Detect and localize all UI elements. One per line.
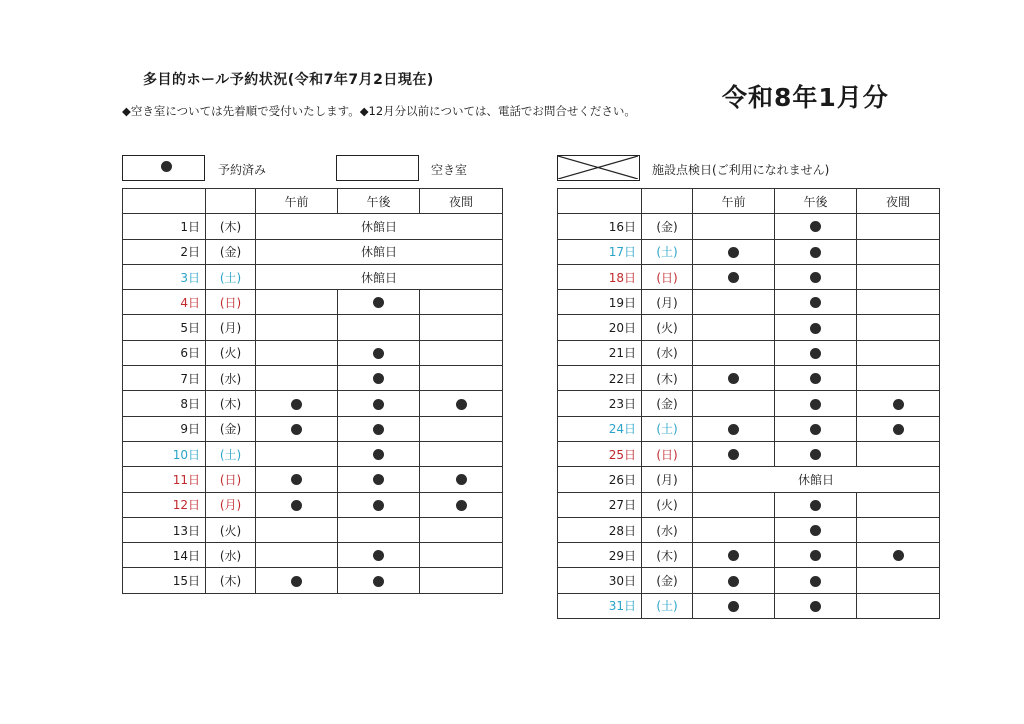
reserved-dot-icon — [810, 424, 821, 435]
slot-am-cell — [693, 441, 775, 466]
table-row — [558, 290, 940, 315]
table-row — [558, 467, 940, 492]
slot-night-cell — [420, 568, 503, 593]
slot-pm-cell — [338, 492, 420, 517]
table-header-row — [558, 189, 940, 214]
slot-pm-cell — [775, 593, 857, 618]
slot-night-cell — [857, 593, 940, 618]
slot-am-cell — [693, 239, 775, 264]
slot-night-cell — [857, 214, 940, 239]
table-row — [123, 467, 503, 492]
slot-pm-cell — [775, 264, 857, 289]
calendar-table-left — [122, 188, 503, 594]
slot-am-cell — [693, 416, 775, 441]
slot-night-cell — [857, 366, 940, 391]
slot-pm-cell — [775, 441, 857, 466]
page-title: 多目的ホール予約状況(令和7年7月2日現在) — [143, 72, 434, 88]
reserved-dot-icon — [373, 576, 384, 587]
slot-am-cell — [256, 290, 338, 315]
weekday-cell: (土) — [206, 264, 256, 289]
slot-am-cell — [693, 543, 775, 568]
weekday-cell: (水) — [642, 517, 693, 542]
reservation-note: ◆空き室については先着順で受付いたします。◆12月分以前については、電話でお問合せください。 — [122, 104, 636, 118]
reserved-dot-icon — [810, 221, 821, 232]
reserved-dot-icon — [728, 550, 739, 561]
reserved-dot-icon — [810, 601, 821, 612]
slot-am-cell — [693, 264, 775, 289]
slot-am-cell — [256, 467, 338, 492]
day-cell: 3日 — [123, 264, 206, 289]
header-blank — [558, 189, 642, 214]
table-row — [558, 315, 940, 340]
table-row — [123, 340, 503, 365]
slot-pm-cell — [338, 391, 420, 416]
slot-night-cell — [420, 315, 503, 340]
weekday-cell: (日) — [206, 467, 256, 492]
slot-am-cell — [256, 568, 338, 593]
slot-night-cell — [857, 543, 940, 568]
reserved-dot-icon — [728, 576, 739, 587]
weekday-cell: (月) — [206, 492, 256, 517]
slot-night-cell — [857, 416, 940, 441]
reserved-dot-icon — [893, 424, 904, 435]
day-cell: 25日 — [558, 441, 642, 466]
reserved-dot-icon — [373, 449, 384, 460]
slot-am-cell — [693, 492, 775, 517]
slot-night-cell — [420, 467, 503, 492]
day-cell: 29日 — [558, 543, 642, 568]
cross-box-icon — [558, 156, 638, 179]
table-row — [558, 492, 940, 517]
reserved-dot-icon — [810, 449, 821, 460]
table-header-row — [123, 189, 503, 214]
slot-pm-cell — [338, 366, 420, 391]
weekday-cell: (水) — [206, 366, 256, 391]
slot-night-cell — [857, 264, 940, 289]
day-cell: 21日 — [558, 340, 642, 365]
weekday-cell: (木) — [206, 214, 256, 239]
table-row — [123, 441, 503, 466]
weekday-cell: (土) — [642, 416, 693, 441]
day-cell: 17日 — [558, 239, 642, 264]
day-cell: 28日 — [558, 517, 642, 542]
day-cell: 2日 — [123, 239, 206, 264]
table-row — [123, 214, 503, 239]
reserved-dot-icon — [373, 474, 384, 485]
reserved-dot-icon — [291, 399, 302, 410]
slot-pm-cell — [338, 543, 420, 568]
table-row — [123, 416, 503, 441]
legend-inspection-label: 施設点検日(ご利用になれません) — [652, 163, 830, 177]
column-header-am: 午前 — [693, 189, 775, 214]
header-blank — [642, 189, 693, 214]
slot-night-cell — [420, 290, 503, 315]
day-cell: 12日 — [123, 492, 206, 517]
table-row — [123, 366, 503, 391]
legend-vacant-box — [336, 155, 419, 181]
weekday-cell: (水) — [206, 543, 256, 568]
slot-pm-cell — [775, 492, 857, 517]
day-cell: 26日 — [558, 467, 642, 492]
reserved-dot-icon — [893, 399, 904, 410]
reserved-dot-icon — [810, 525, 821, 536]
column-header-night: 夜間 — [857, 189, 940, 214]
slot-am-cell — [256, 492, 338, 517]
day-cell: 8日 — [123, 391, 206, 416]
table-row — [123, 315, 503, 340]
reserved-dot-icon — [728, 449, 739, 460]
slot-pm-cell — [338, 517, 420, 542]
table-row — [558, 391, 940, 416]
day-cell: 30日 — [558, 568, 642, 593]
day-cell: 24日 — [558, 416, 642, 441]
slot-pm-cell — [775, 290, 857, 315]
legend-vacant-label: 空き室 — [431, 163, 468, 177]
slot-night-cell — [420, 517, 503, 542]
weekday-cell: (土) — [642, 593, 693, 618]
table-row — [123, 492, 503, 517]
slot-night-cell — [420, 543, 503, 568]
weekday-cell: (水) — [642, 340, 693, 365]
reserved-dot-icon — [291, 500, 302, 511]
reserved-dot-icon — [291, 576, 302, 587]
table-row — [123, 517, 503, 542]
weekday-cell: (金) — [206, 239, 256, 264]
calendar-table-right — [557, 188, 940, 619]
day-cell: 4日 — [123, 290, 206, 315]
reserved-dot-icon — [810, 297, 821, 308]
column-header-am: 午前 — [256, 189, 338, 214]
slot-am-cell — [256, 543, 338, 568]
slot-night-cell — [420, 416, 503, 441]
weekday-cell: (金) — [642, 568, 693, 593]
closed-cell: 休館日 — [256, 214, 503, 239]
slot-pm-cell — [775, 366, 857, 391]
reserved-dot-icon — [810, 348, 821, 359]
weekday-cell: (土) — [642, 239, 693, 264]
reserved-dot-icon — [728, 247, 739, 258]
weekday-cell: (日) — [206, 290, 256, 315]
weekday-cell: (火) — [642, 315, 693, 340]
legend-reserved-box — [122, 155, 205, 181]
day-cell: 31日 — [558, 593, 642, 618]
table-row — [123, 239, 503, 264]
slot-am-cell — [256, 391, 338, 416]
weekday-cell: (日) — [642, 441, 693, 466]
reserved-dot-icon — [728, 601, 739, 612]
day-cell: 15日 — [123, 568, 206, 593]
slot-am-cell — [693, 517, 775, 542]
weekday-cell: (金) — [642, 391, 693, 416]
table-row — [558, 568, 940, 593]
day-cell: 9日 — [123, 416, 206, 441]
weekday-cell: (金) — [206, 416, 256, 441]
slot-night-cell — [857, 492, 940, 517]
table-row — [123, 543, 503, 568]
slot-am-cell — [256, 315, 338, 340]
day-cell: 10日 — [123, 441, 206, 466]
weekday-cell: (木) — [642, 366, 693, 391]
weekday-cell: (金) — [642, 214, 693, 239]
weekday-cell: (月) — [206, 315, 256, 340]
slot-pm-cell — [775, 416, 857, 441]
reserved-dot-icon — [373, 399, 384, 410]
slot-night-cell — [857, 568, 940, 593]
table-row — [558, 441, 940, 466]
reserved-dot-icon — [373, 424, 384, 435]
slot-night-cell — [420, 391, 503, 416]
slot-am-cell — [256, 441, 338, 466]
table-row — [123, 391, 503, 416]
slot-night-cell — [857, 315, 940, 340]
weekday-cell: (木) — [206, 391, 256, 416]
table-row — [558, 239, 940, 264]
table-row — [558, 366, 940, 391]
reserved-dot-icon — [456, 474, 467, 485]
reserved-dot-icon — [456, 399, 467, 410]
slot-pm-cell — [338, 340, 420, 365]
slot-pm-cell — [338, 290, 420, 315]
reserved-dot-icon — [373, 500, 384, 511]
table-row — [123, 568, 503, 593]
reserved-dot-icon — [728, 424, 739, 435]
reserved-dot-icon — [810, 272, 821, 283]
slot-night-cell — [857, 517, 940, 542]
table-row — [558, 416, 940, 441]
slot-night-cell — [420, 340, 503, 365]
slot-pm-cell — [338, 315, 420, 340]
weekday-cell: (木) — [206, 568, 256, 593]
day-cell: 13日 — [123, 517, 206, 542]
weekday-cell: (火) — [642, 492, 693, 517]
reserved-dot-icon — [291, 474, 302, 485]
slot-night-cell — [420, 441, 503, 466]
slot-am-cell — [693, 593, 775, 618]
reserved-dot-icon — [810, 576, 821, 587]
slot-pm-cell — [775, 239, 857, 264]
reserved-dot-icon — [810, 247, 821, 258]
reserved-dot-icon — [373, 348, 384, 359]
slot-pm-cell — [775, 543, 857, 568]
month-heading: 令和8年1月分 — [722, 83, 889, 112]
slot-night-cell — [420, 366, 503, 391]
legend-reserved-label: 予約済み — [218, 163, 267, 177]
slot-am-cell — [693, 391, 775, 416]
day-cell: 22日 — [558, 366, 642, 391]
table-row — [558, 340, 940, 365]
weekday-cell: (木) — [642, 543, 693, 568]
closed-cell: 休館日 — [256, 239, 503, 264]
day-cell: 1日 — [123, 214, 206, 239]
day-cell: 27日 — [558, 492, 642, 517]
weekday-cell: (月) — [642, 290, 693, 315]
day-cell: 20日 — [558, 315, 642, 340]
slot-night-cell — [420, 492, 503, 517]
reserved-dot-icon — [893, 550, 904, 561]
weekday-cell: (土) — [206, 441, 256, 466]
slot-night-cell — [857, 290, 940, 315]
header-blank — [206, 189, 256, 214]
slot-pm-cell — [775, 517, 857, 542]
reserved-dot-icon — [810, 550, 821, 561]
table-row — [558, 543, 940, 568]
reserved-dot-icon — [810, 323, 821, 334]
reserved-dot-icon — [810, 373, 821, 384]
slot-am-cell — [693, 366, 775, 391]
slot-night-cell — [857, 441, 940, 466]
slot-am-cell — [256, 517, 338, 542]
column-header-pm: 午後 — [775, 189, 857, 214]
reserved-dot-icon — [728, 272, 739, 283]
reserved-dot-icon — [161, 161, 172, 172]
reserved-dot-icon — [728, 373, 739, 384]
day-cell: 19日 — [558, 290, 642, 315]
weekday-cell: (火) — [206, 340, 256, 365]
slot-pm-cell — [775, 391, 857, 416]
column-header-pm: 午後 — [338, 189, 420, 214]
table-row — [558, 214, 940, 239]
slot-am-cell — [693, 315, 775, 340]
table-row — [123, 290, 503, 315]
slot-night-cell — [857, 239, 940, 264]
slot-night-cell — [857, 340, 940, 365]
slot-night-cell — [857, 391, 940, 416]
day-cell: 5日 — [123, 315, 206, 340]
day-cell: 18日 — [558, 264, 642, 289]
slot-pm-cell — [775, 340, 857, 365]
slot-pm-cell — [338, 441, 420, 466]
table-row — [558, 517, 940, 542]
weekday-cell: (火) — [206, 517, 256, 542]
reserved-dot-icon — [373, 297, 384, 308]
table-row — [558, 593, 940, 618]
column-header-night: 夜間 — [420, 189, 503, 214]
closed-cell: 休館日 — [693, 467, 940, 492]
day-cell: 14日 — [123, 543, 206, 568]
day-cell: 6日 — [123, 340, 206, 365]
table-row — [558, 264, 940, 289]
slot-pm-cell — [775, 568, 857, 593]
slot-am-cell — [256, 366, 338, 391]
reserved-dot-icon — [373, 550, 384, 561]
slot-pm-cell — [338, 467, 420, 492]
table-row — [123, 264, 503, 289]
slot-pm-cell — [338, 568, 420, 593]
slot-am-cell — [256, 340, 338, 365]
header-blank — [123, 189, 206, 214]
day-cell: 7日 — [123, 366, 206, 391]
closed-cell: 休館日 — [256, 264, 503, 289]
slot-pm-cell — [775, 315, 857, 340]
slot-am-cell — [693, 568, 775, 593]
slot-pm-cell — [338, 416, 420, 441]
legend-inspection-box — [557, 155, 640, 181]
slot-am-cell — [693, 290, 775, 315]
weekday-cell: (日) — [642, 264, 693, 289]
slot-am-cell — [693, 214, 775, 239]
day-cell: 23日 — [558, 391, 642, 416]
slot-am-cell — [693, 340, 775, 365]
reserved-dot-icon — [373, 373, 384, 384]
reserved-dot-icon — [810, 399, 821, 410]
slot-pm-cell — [775, 214, 857, 239]
day-cell: 11日 — [123, 467, 206, 492]
weekday-cell: (月) — [642, 467, 693, 492]
reserved-dot-icon — [456, 500, 467, 511]
day-cell: 16日 — [558, 214, 642, 239]
slot-am-cell — [256, 416, 338, 441]
reserved-dot-icon — [810, 500, 821, 511]
reserved-dot-icon — [291, 424, 302, 435]
